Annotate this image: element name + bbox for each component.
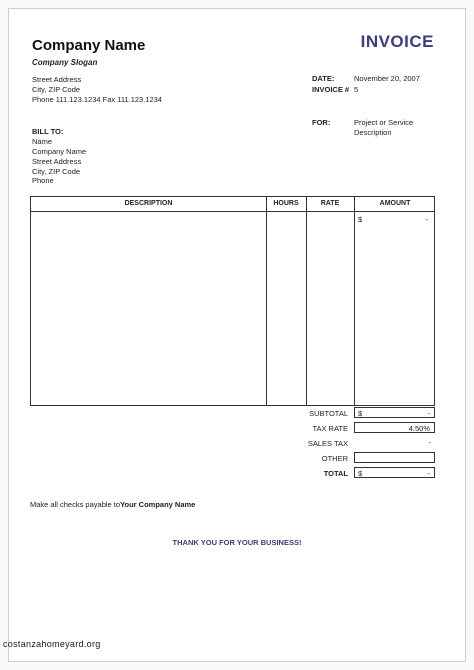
header-rate: RATE — [320, 200, 340, 207]
invoice-number-label: INVOICE # — [312, 85, 350, 94]
company-name: Company Name — [32, 37, 146, 54]
for-line1: Project or Service — [354, 118, 414, 127]
tax-rate-value: 4.50% — [408, 424, 430, 433]
for-label: FOR: — [312, 118, 331, 127]
total-box — [354, 467, 435, 478]
date-label: DATE: — [312, 74, 335, 83]
column-divider — [306, 197, 307, 405]
other-box — [354, 452, 435, 463]
date-value: November 20, 2007 — [354, 74, 420, 83]
bill-to-name: Name — [32, 137, 53, 146]
company-street: Street Address — [32, 75, 82, 84]
bill-to-phone: Phone — [32, 176, 54, 185]
invoice-page — [8, 8, 466, 662]
invoice-number-value: 5 — [354, 85, 359, 94]
row1-currency: $ — [358, 215, 363, 224]
column-divider — [266, 197, 267, 405]
for-line2: Description — [354, 128, 392, 137]
row1-amount: - — [425, 215, 428, 224]
sales-tax-box — [354, 437, 435, 448]
bill-to-city: City, ZIP Code — [32, 167, 81, 176]
bill-to-street: Street Address — [32, 157, 82, 166]
total-label: TOTAL — [323, 469, 348, 478]
payable-prefix: Make all checks payable to — [30, 500, 121, 509]
subtotal-box — [354, 407, 435, 418]
company-phone-fax: Phone 111.123.1234 Fax 111.123.1234 — [32, 95, 162, 104]
company-slogan: Company Slogan — [32, 58, 98, 67]
thank-you-message: THANK YOU FOR YOUR BUSINESS! — [172, 538, 302, 547]
bill-to-label: BILL TO: — [32, 127, 64, 136]
bill-to-company: Company Name — [32, 147, 87, 156]
other-label: OTHER — [321, 454, 348, 463]
invoice-title: INVOICE — [360, 32, 434, 51]
tax-rate-box — [354, 422, 435, 433]
total-value: - — [427, 469, 430, 478]
header-hours: HOURS — [273, 200, 299, 207]
header-amount: AMOUNT — [379, 200, 411, 207]
tax-rate-label: TAX RATE — [312, 424, 348, 433]
sales-tax-value: - — [428, 438, 431, 447]
company-city: City, ZIP Code — [32, 85, 81, 94]
watermark: costanzahomeyard.org — [3, 639, 101, 649]
payable-note — [30, 500, 195, 509]
column-divider — [354, 197, 355, 405]
subtotal-value: - — [427, 409, 430, 418]
sales-tax-label: SALES TAX — [307, 439, 348, 448]
payable-name: Your Company Name — [120, 500, 196, 509]
header-description: DESCRIPTION — [124, 200, 173, 207]
total-currency: $ — [358, 469, 363, 478]
line-items-table — [30, 196, 435, 406]
subtotal-label: SUBTOTAL — [309, 409, 348, 418]
subtotal-currency: $ — [358, 409, 363, 418]
